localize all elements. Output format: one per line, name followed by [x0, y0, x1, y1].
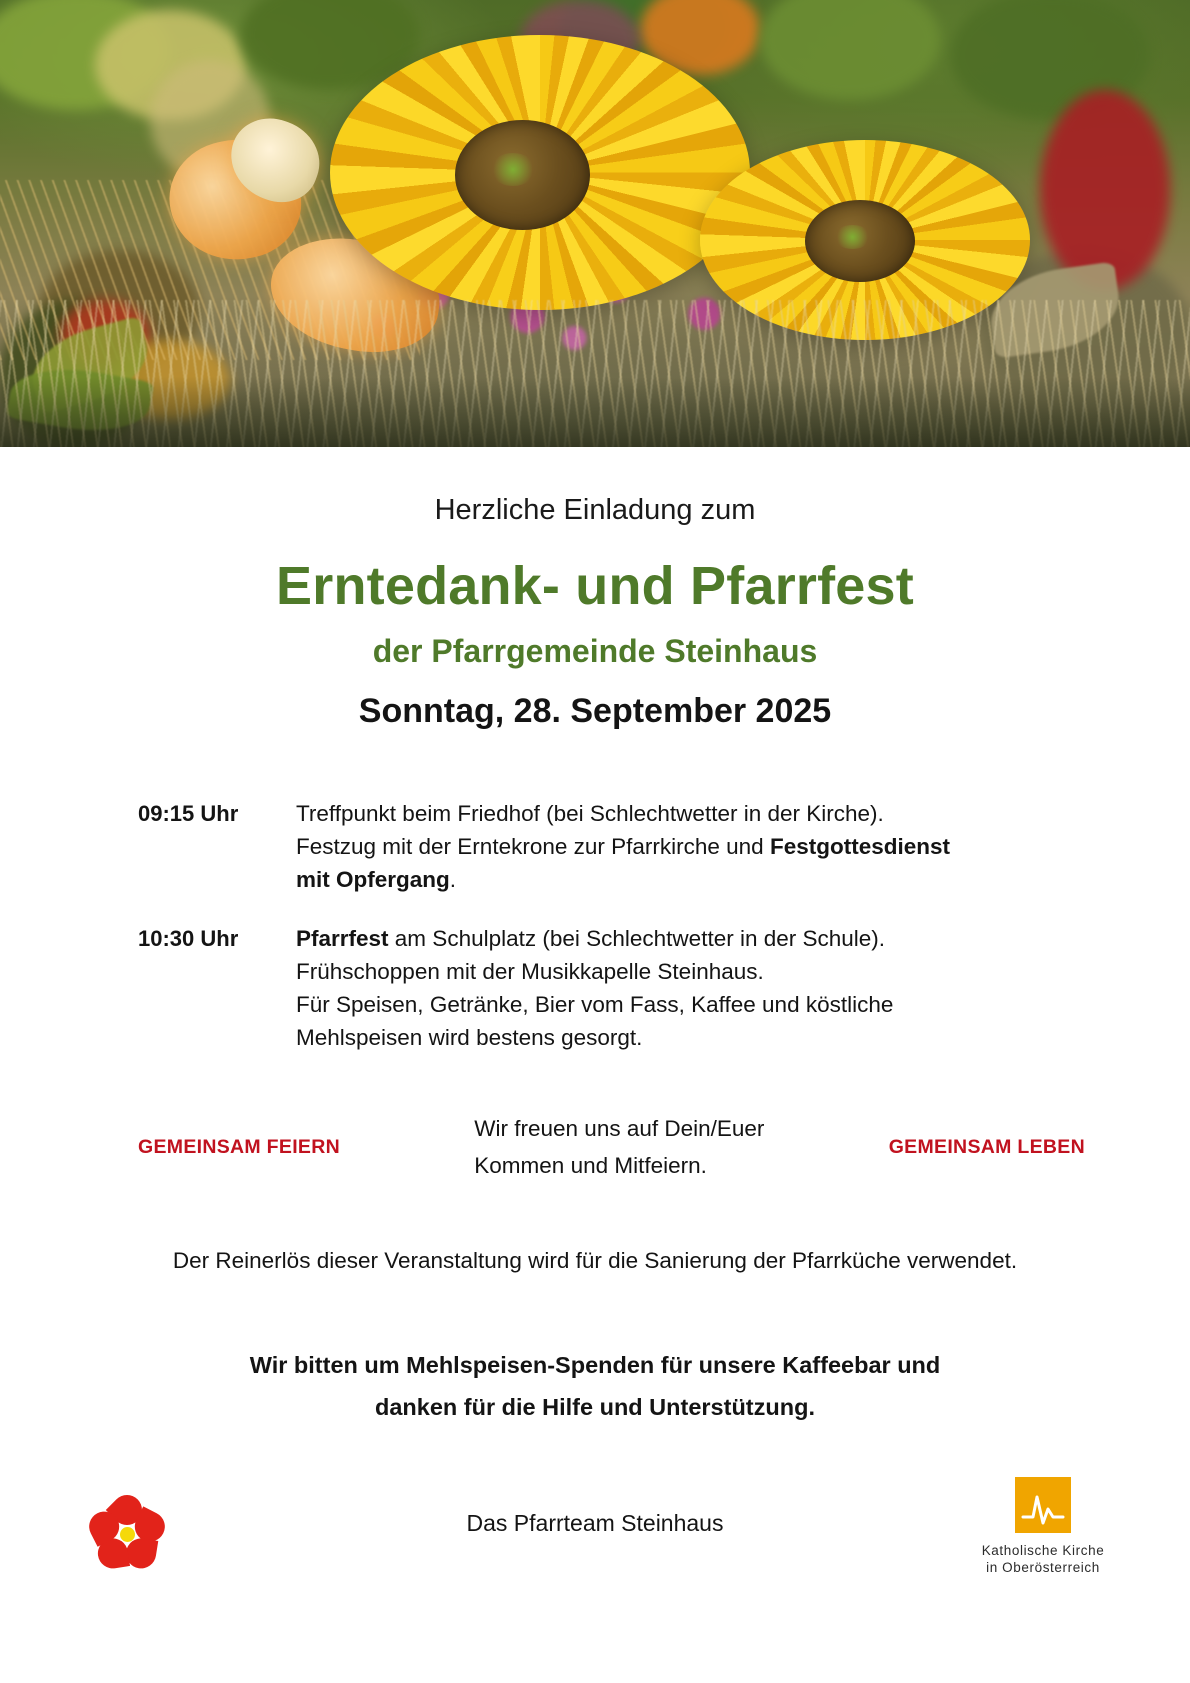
signature-text: Das Pfarrteam Steinhaus [466, 1510, 724, 1536]
slogan-row [0, 1110, 1190, 1184]
page-title: Erntedank- und Pfarrfest [276, 556, 914, 616]
schedule-item [138, 922, 1090, 1054]
schedule-list [0, 797, 1190, 1054]
slogan-right: GEMEINSAM LEBEN [888, 1135, 1085, 1158]
church-mark-icon [1015, 1477, 1071, 1533]
hero-photo [0, 0, 1190, 447]
schedule-line: am Schulplatz (bei Schlechtwetter in der Schule). [388, 926, 886, 951]
schedule-emphasis: mit Opfergang [296, 867, 450, 892]
schedule-line: Treffpunkt beim Friedhof (bei Schlechtwetter in der Kirche). [296, 801, 884, 826]
page-subtitle: der Pfarrgemeinde Steinhaus [372, 633, 818, 669]
schedule-line: Für Speisen, Getränke, Bier vom Fass, Kaffee und köstliche [296, 992, 894, 1017]
schedule-line: Frühschoppen mit der Musikkapelle Steinhaus. [296, 959, 764, 984]
schedule-line: . [449, 867, 457, 892]
invitation-lead: Herzliche Einladung zum [434, 494, 756, 526]
schedule-line: Festzug mit der Erntekrone zur Pfarrkirche und [296, 834, 770, 859]
sunflower-large [330, 35, 750, 310]
catholic-church-logo [958, 1477, 1128, 1576]
church-logo-line1: Katholische Kirche [981, 1543, 1105, 1558]
schedule-description [296, 797, 950, 896]
chili-pepper-blob [1040, 90, 1170, 290]
slogan-left: GEMEINSAM FEIERN [138, 1135, 340, 1158]
proceeds-note: Der Reinerlös dieser Veranstaltung wird für die Sanierung der Pfarrküche verwendet. [172, 1248, 1018, 1273]
church-logo-text [958, 1542, 1128, 1576]
schedule-item [138, 797, 1090, 896]
poster-content [0, 447, 1190, 1428]
request-line: danken für die Hilfe und Unterstützung. [375, 1394, 815, 1420]
schedule-time: 09:15 Uhr [138, 801, 239, 826]
sunflower-center [805, 200, 915, 282]
request-line: Wir bitten um Mehlspeisen-Spenden für unsere Kaffeebar und [249, 1352, 941, 1378]
schedule-time: 10:30 Uhr [138, 926, 239, 951]
schedule-description [296, 922, 893, 1054]
donation-request [0, 1344, 1190, 1428]
wish-line: Wir freuen uns auf Dein/Euer [474, 1116, 765, 1141]
schedule-emphasis: Festgottesdienst [769, 834, 950, 859]
photo-bottom-shadow [0, 377, 1190, 447]
poster-footer [0, 1455, 1190, 1683]
schedule-line: Mehlspeisen wird bestens gesorgt. [296, 1025, 643, 1050]
church-logo-line2: in Oberösterreich [986, 1560, 1100, 1575]
schedule-emphasis: Pfarrfest [296, 926, 389, 951]
wish-line: Kommen und Mitfeiern. [474, 1153, 707, 1178]
event-date: Sonntag, 28. September 2025 [358, 692, 832, 730]
sunflower-center [455, 120, 590, 230]
wish-text [434, 1110, 794, 1184]
